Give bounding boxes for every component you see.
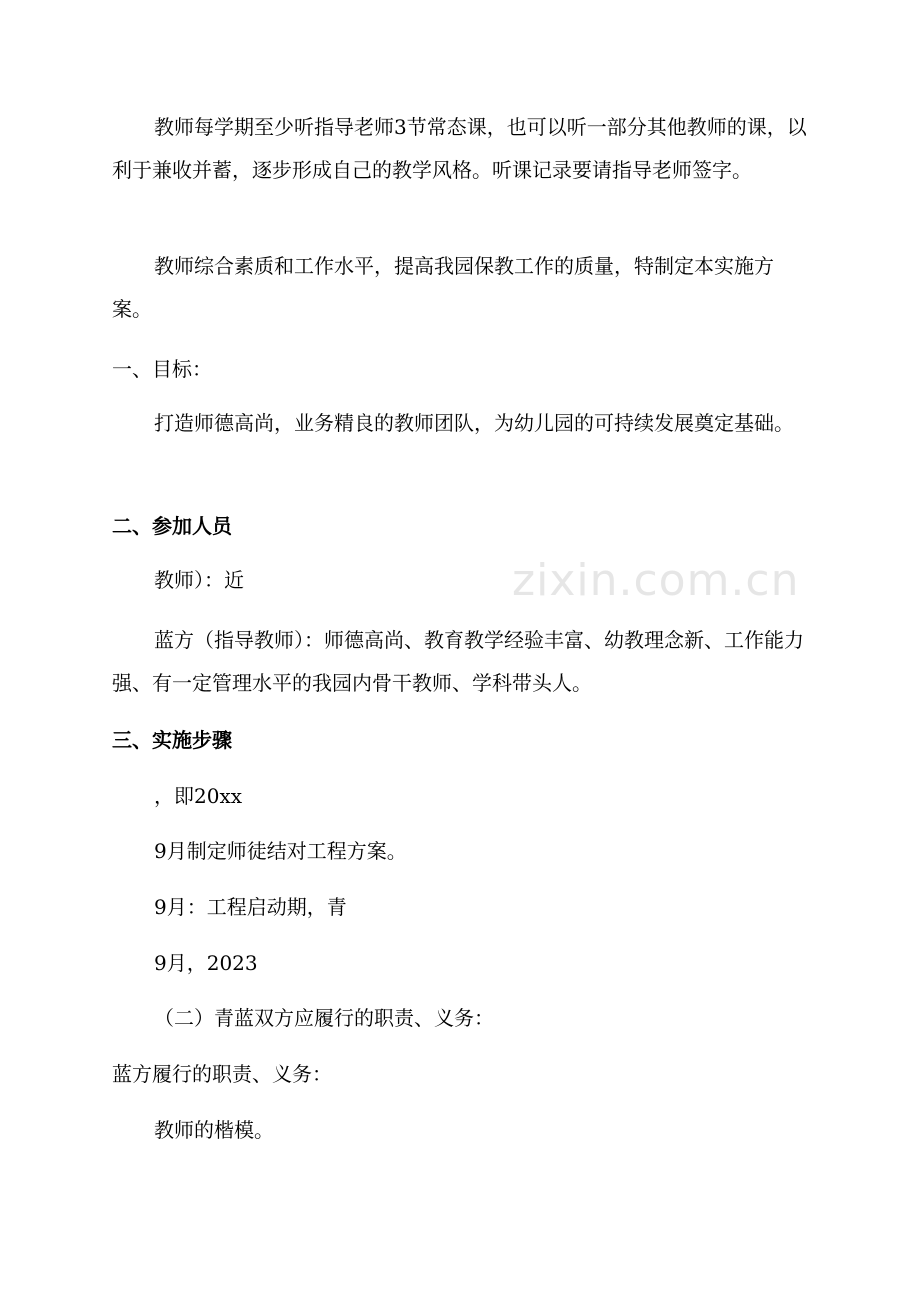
heading-participants: 二、参加人员 [112, 514, 232, 538]
watermark: zixin.com.cn [512, 555, 800, 606]
paragraph-listening-requirement: 教师每学期至少听指导老师3节常态课，也可以听一部分其他教师的课，以利于兼收并蓄，逐步形成自己的教学风格。听课记录要请指导老师签字。 [112, 115, 807, 182]
paragraph-goal-text: 打造师德高尚，业务精良的教师团队，为幼儿园的可持续发展奠定基础。 [154, 411, 794, 435]
paragraph-purpose: 教师综合素质和工作水平，提高我园保教工作的质量，特制定本实施方案。 [112, 254, 774, 321]
paragraph-step-september-plan: 9月制定师徒结对工程方案。 [154, 839, 407, 863]
heading-duties: （二）青蓝双方应履行的职责、义务： [154, 1006, 494, 1030]
heading-goals: 一、目标： [112, 357, 212, 381]
paragraph-mentor-role: 蓝方（指导教师）：师德高尚、教育教学经验丰富、幼教理念新、工作能力强、有一定管理水平的我园内骨干教师、学科带头人。 [112, 628, 804, 695]
paragraph-step-2023: 9月，2023 [154, 951, 258, 975]
paragraph-role-model: 教师的楷模。 [154, 1118, 274, 1142]
paragraph-step-launch: 9月：工程启动期，青 [154, 895, 347, 919]
paragraph-mentor-duties: 蓝方履行的职责、义务： [112, 1062, 332, 1086]
paragraph-step-date: ，即20xx [154, 784, 243, 808]
paragraph-teacher-role: 教师）：近 [154, 568, 244, 592]
heading-implementation-steps: 三、实施步骤 [112, 728, 232, 752]
